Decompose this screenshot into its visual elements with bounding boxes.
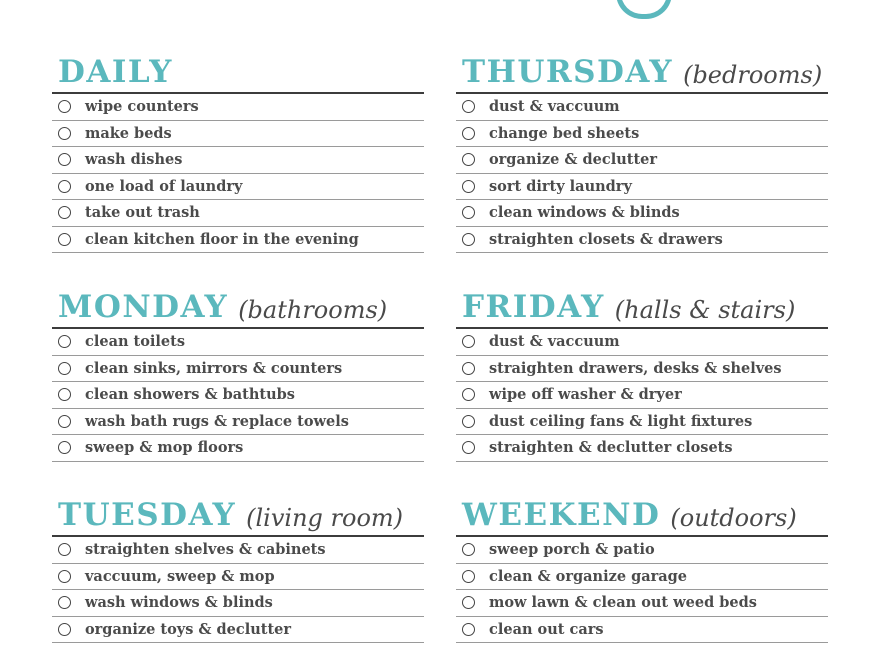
- section-subtitle: (outdoors): [670, 504, 797, 532]
- checklist-item[interactable]: [52, 200, 424, 227]
- item-label: mow lawn & clean out weed beds: [489, 594, 757, 612]
- section-title: MONDAY: [58, 289, 229, 325]
- checklist-item[interactable]: [456, 227, 828, 254]
- section-subtitle: (bedrooms): [683, 61, 823, 89]
- checklist: [456, 327, 828, 462]
- checkbox-circle-icon[interactable]: [58, 543, 71, 556]
- section-header: [456, 281, 828, 323]
- item-label: organize toys & declutter: [85, 620, 292, 638]
- checklist-item[interactable]: [52, 147, 424, 174]
- checkbox-circle-icon[interactable]: [58, 153, 71, 166]
- checklist-item[interactable]: [52, 564, 424, 591]
- checkbox-circle-icon[interactable]: [58, 335, 71, 348]
- section-title: THURSDAY: [462, 54, 674, 90]
- section-tuesday: [52, 489, 424, 643]
- checklist-item[interactable]: [52, 329, 424, 356]
- checkbox-circle-icon[interactable]: [462, 388, 475, 401]
- item-label: straighten shelves & cabinets: [85, 541, 326, 559]
- checkbox-circle-icon[interactable]: [462, 153, 475, 166]
- item-label: vaccuum, sweep & mop: [85, 567, 275, 585]
- checkbox-circle-icon[interactable]: [462, 415, 475, 428]
- item-label: clean showers & bathtubs: [85, 386, 295, 404]
- title-swash-decoration: [616, 0, 672, 19]
- checklist-item[interactable]: [456, 435, 828, 462]
- checkbox-circle-icon[interactable]: [58, 415, 71, 428]
- item-label: take out trash: [85, 204, 200, 222]
- checklist-item[interactable]: [52, 382, 424, 409]
- checklist-item[interactable]: [456, 617, 828, 644]
- item-label: one load of laundry: [85, 177, 243, 195]
- item-label: make beds: [85, 124, 172, 142]
- item-label: wash windows & blinds: [85, 594, 273, 612]
- item-label: dust & vaccuum: [489, 98, 620, 116]
- item-label: clean & organize garage: [489, 567, 688, 585]
- checklist: [52, 92, 424, 253]
- section-subtitle: (bathrooms): [238, 296, 388, 324]
- checkbox-circle-icon[interactable]: [462, 100, 475, 113]
- section-friday: [456, 281, 828, 462]
- checklist: [456, 92, 828, 253]
- item-label: wipe counters: [85, 98, 199, 116]
- checklist-item[interactable]: [52, 435, 424, 462]
- checkbox-circle-icon[interactable]: [462, 180, 475, 193]
- checklist-item[interactable]: [52, 617, 424, 644]
- section-subtitle: (living room): [246, 504, 404, 532]
- checkbox-circle-icon[interactable]: [58, 100, 71, 113]
- checkbox-circle-icon[interactable]: [462, 543, 475, 556]
- checkbox-circle-icon[interactable]: [462, 441, 475, 454]
- checklist-item[interactable]: [456, 564, 828, 591]
- item-label: wipe off washer & dryer: [489, 386, 682, 404]
- checklist-item[interactable]: [456, 382, 828, 409]
- checklist: [456, 535, 828, 643]
- section-subtitle: (halls & stairs): [614, 296, 796, 324]
- checkbox-circle-icon[interactable]: [58, 206, 71, 219]
- item-label: wash dishes: [85, 151, 183, 169]
- checklist-item[interactable]: [456, 409, 828, 436]
- item-label: straighten & declutter closets: [489, 439, 733, 457]
- checkbox-circle-icon[interactable]: [462, 570, 475, 583]
- checklist: [52, 535, 424, 643]
- checklist-item[interactable]: [456, 147, 828, 174]
- section-thursday: [456, 46, 828, 253]
- checkbox-circle-icon[interactable]: [58, 388, 71, 401]
- checkbox-circle-icon[interactable]: [462, 596, 475, 609]
- checklist-item[interactable]: [456, 200, 828, 227]
- item-label: organize & declutter: [489, 151, 658, 169]
- checkbox-circle-icon[interactable]: [462, 335, 475, 348]
- checkbox-circle-icon[interactable]: [58, 233, 71, 246]
- section-header: [52, 489, 424, 531]
- item-label: clean sinks, mirrors & counters: [85, 359, 343, 377]
- section-header: [456, 489, 828, 531]
- checklist-item[interactable]: [456, 329, 828, 356]
- item-label: straighten closets & drawers: [489, 230, 723, 248]
- section-header: [52, 281, 424, 323]
- checklist-item[interactable]: [456, 356, 828, 383]
- checklist-item[interactable]: [52, 94, 424, 121]
- checkbox-circle-icon[interactable]: [58, 180, 71, 193]
- checklist-item[interactable]: [52, 409, 424, 436]
- checklist-item[interactable]: [52, 537, 424, 564]
- section-weekend: [456, 489, 828, 643]
- section-title: TUESDAY: [58, 497, 237, 533]
- checklist-item[interactable]: [52, 590, 424, 617]
- section-monday: [52, 281, 424, 462]
- section-title: FRIDAY: [462, 289, 605, 325]
- item-label: clean windows & blinds: [489, 204, 680, 222]
- item-label: straighten drawers, desks & shelves: [489, 359, 782, 377]
- item-label: clean kitchen floor in the evening: [85, 230, 359, 248]
- item-label: sweep & mop floors: [85, 439, 244, 457]
- checkbox-circle-icon[interactable]: [462, 362, 475, 375]
- checklist-item[interactable]: [52, 121, 424, 148]
- checkbox-circle-icon[interactable]: [58, 623, 71, 636]
- checkbox-circle-icon[interactable]: [462, 623, 475, 636]
- checklist-item[interactable]: [456, 94, 828, 121]
- section-title: WEEKEND: [462, 497, 661, 533]
- section-header: [456, 46, 828, 88]
- checklist-item[interactable]: [456, 590, 828, 617]
- item-label: sweep porch & patio: [489, 541, 655, 559]
- item-label: wash bath rugs & replace towels: [85, 412, 349, 430]
- item-label: sort dirty laundry: [489, 177, 632, 195]
- checkbox-circle-icon[interactable]: [462, 127, 475, 140]
- checkbox-circle-icon[interactable]: [462, 206, 475, 219]
- checklist-item[interactable]: [52, 174, 424, 201]
- item-label: dust ceiling fans & light fixtures: [489, 412, 753, 430]
- checklist-item[interactable]: [52, 356, 424, 383]
- item-label: change bed sheets: [489, 124, 640, 142]
- checkbox-circle-icon[interactable]: [462, 233, 475, 246]
- checklist-item[interactable]: [456, 537, 828, 564]
- item-label: dust & vaccuum: [489, 333, 620, 351]
- checklist-item[interactable]: [456, 174, 828, 201]
- section-daily: [52, 46, 424, 253]
- checkbox-circle-icon[interactable]: [58, 127, 71, 140]
- checklist-item[interactable]: [52, 227, 424, 254]
- checklist: [52, 327, 424, 462]
- section-header: [52, 46, 424, 88]
- checkbox-circle-icon[interactable]: [58, 362, 71, 375]
- item-label: clean toilets: [85, 333, 186, 351]
- checklist-item[interactable]: [456, 121, 828, 148]
- item-label: clean out cars: [489, 620, 604, 638]
- section-title: DAILY: [58, 54, 173, 90]
- checkbox-circle-icon[interactable]: [58, 570, 71, 583]
- checkbox-circle-icon[interactable]: [58, 596, 71, 609]
- checkbox-circle-icon[interactable]: [58, 441, 71, 454]
